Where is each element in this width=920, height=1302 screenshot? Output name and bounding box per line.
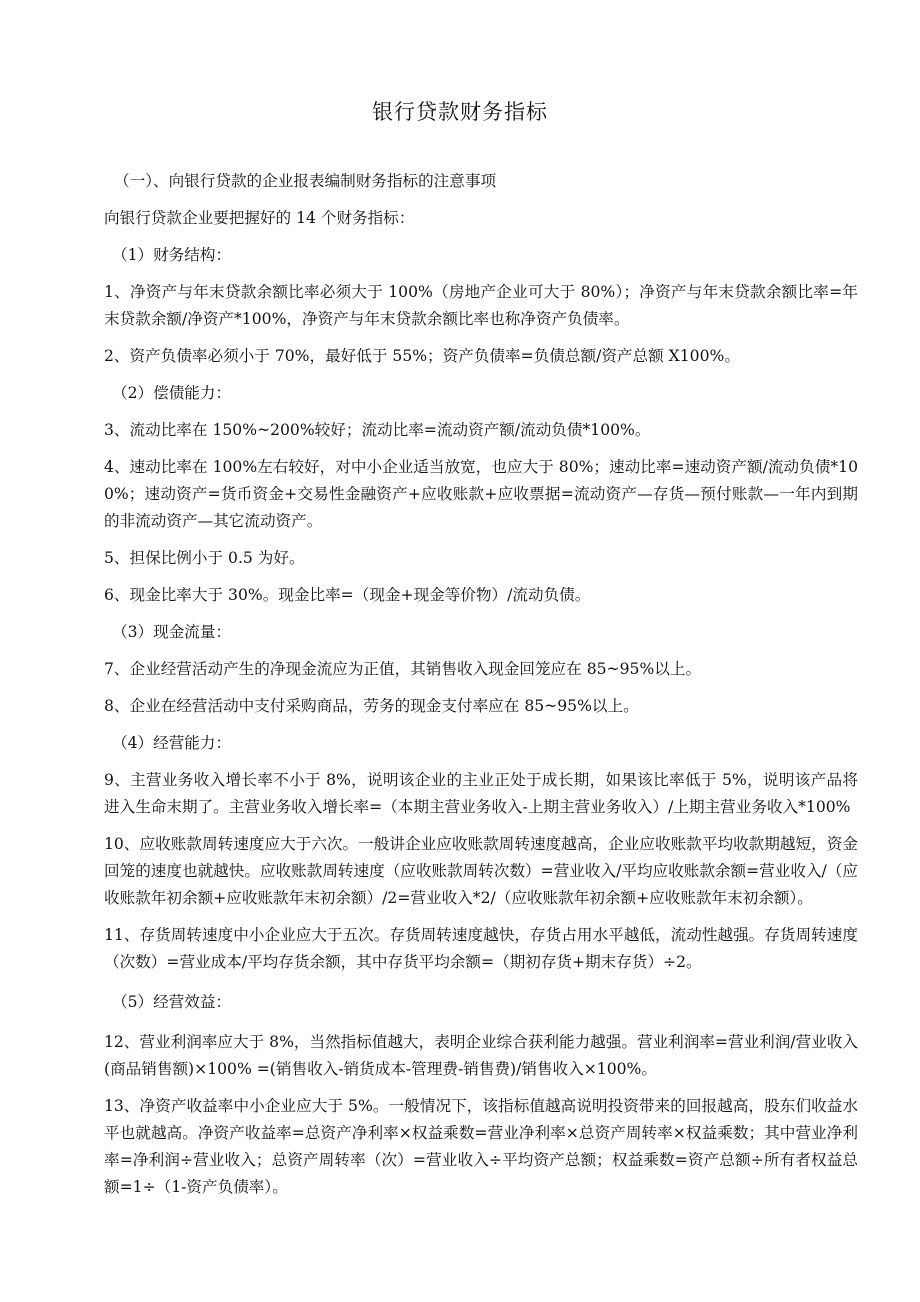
subheading-financial-structure: （1）财务结构：	[112, 246, 232, 264]
item-8: 8、企业在经营活动中支付采购商品，劳务的现金支付率应在 85~95%以上。	[104, 697, 639, 715]
item-2: 2、资产负债率必须小于 70%，最好低于 55%；资产负债率=负债总额/资产总额 X100%。	[104, 347, 740, 365]
item-1-text: 1、净资产与年末贷款余额比率必须大于 100%（房地产企业可大于 80%）；净资产与年末贷款余额比率=年末贷款余额/净资产*100%，净资产与年末贷款余额比率也称净资产负债率。	[104, 283, 858, 328]
item-4: 4、速动比率在 100%左右较好，对中小企业适当放宽，也应大于 80%；速动比率=速动资产额/流动负债*100%；速动资产=货币资金+交易性金融资产+应收账款+应收票据=流动资产—存货—预付账款—一年内到期的非流动资产—其它流动资产。	[104, 458, 858, 530]
subheading-operating-efficiency: （5）经营效益：	[112, 993, 232, 1011]
subheading-cash-flow: （3）现金流量：	[112, 623, 232, 641]
item-9: 9、主营业务收入增长率不小于 8%，说明该企业的主业正处于成长期，如果该比率低于 5%，说明该产品将进入生命末期了。主营业务收入增长率=（本期主营业务收入-上期主营业务收入）/上期主营业务收入*100%	[104, 771, 858, 816]
item-3: 3、流动比率在 150%~200%较好；流动比率=流动资产额/流动负债*100%。	[104, 421, 651, 439]
item-11: 11、存货周转速度中小企业应大于五次。存货周转速度越快，存货占用水平越低，流动性越强。存货周转速度（次数）=营业成本/平均存货余额，其中存货平均余额=（期初存货+期末存货）÷2。	[104, 926, 858, 971]
item-1	[104, 279, 858, 333]
item-12: 12、营业利润率应大于 8%，当然指标值越大，表明企业综合获利能力越强。营业利润率=营业利润/营业收入(商品销售额)×100% =(销售收入-销货成本-管理费-销售费)/销售收入×100%。	[104, 1033, 858, 1078]
document-title: 银行贷款财务指标	[372, 100, 548, 124]
subheading-operating-capacity: （4）经营能力：	[112, 734, 232, 752]
item-10: 10、应收账款周转速度应大于六次。一般讲企业应收账款周转速度越高，企业应收账款平均收款期越短，资金回笼的速度也就越快。应收账款周转速度（应收账款周转次数）=营业收入/平均应收账款余额=营业收入/（应收账款年初余额+应收账款年末初余额）/2=营业收入*2/（应收账款年初余额+应收账款年末初余额）。	[104, 835, 858, 907]
subheading-solvency: （2）偿债能力：	[112, 384, 232, 402]
item-6: 6、现金比率大于 30%。现金比率=（现金+现金等价物）/流动负债。	[104, 586, 591, 604]
document-body	[104, 168, 858, 1201]
item-5: 5、担保比例小于 0.5 为好。	[104, 549, 305, 567]
intro-paragraph: 向银行贷款企业要把握好的 14 个财务指标：	[104, 209, 415, 227]
item-13: 13、净资产收益率中小企业应大于 5%。一般情况下，该指标值越高说明投资带来的回报越高，股东们收益水平也就越高。净资产收益率=总资产净利率×权益乘数=营业净利率×总资产周转率×权益乘数；其中营业净利率=净利润÷营业收入；总资产周转率（次）=营业收入÷平均资产总额；权益乘数=资产总额÷所有者权益总额=1÷（1-资产负债率）。	[104, 1097, 858, 1196]
item-7: 7、企业经营活动产生的净现金流应为正值，其销售收入现金回笼应在 85~95%以上。	[104, 660, 702, 678]
section-heading: （一）、向银行贷款的企业报表编制财务指标的注意事项	[114, 172, 497, 190]
